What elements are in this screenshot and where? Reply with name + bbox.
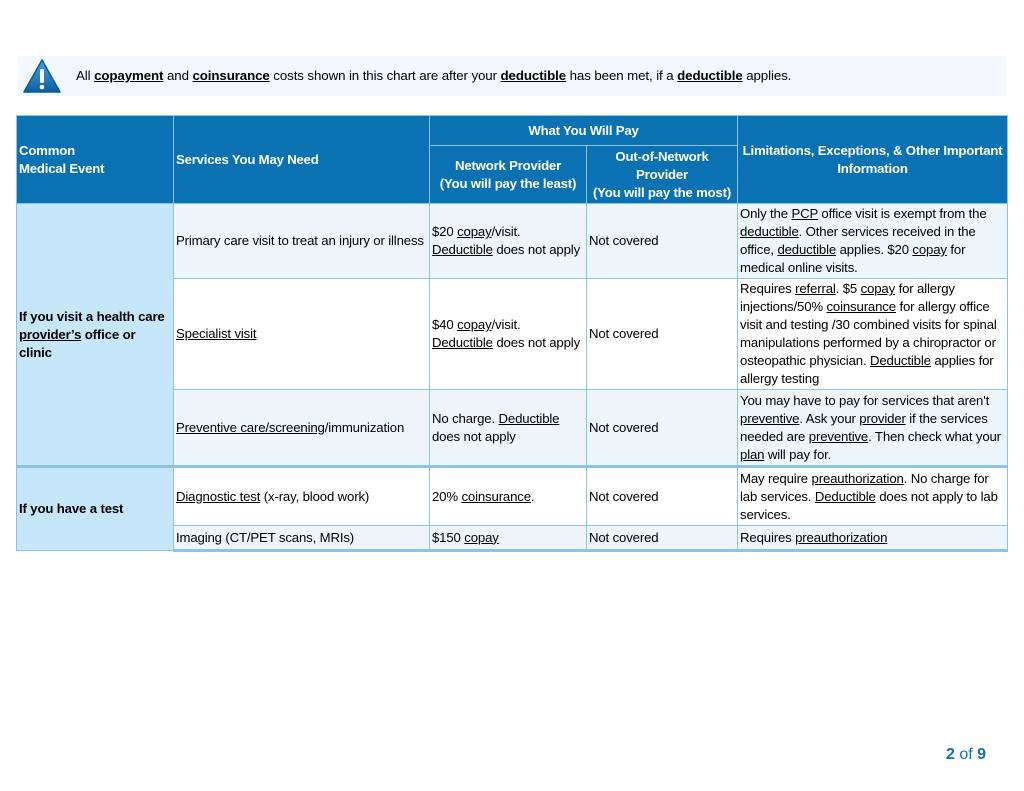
out-of-network-cost-cell: Not covered <box>587 279 738 390</box>
copay-link[interactable]: copay <box>457 224 492 239</box>
copay-link[interactable]: copay <box>860 281 896 296</box>
benefits-table <box>16 115 1008 552</box>
coinsurance-link[interactable]: coinsurance <box>192 68 270 83</box>
preventive-link[interactable]: preventive <box>808 428 869 444</box>
header-out-of-network-provider: Out-of-Network Provider (You will pay the most) <box>587 146 738 204</box>
header-what-you-will-pay: What You Will Pay <box>430 116 738 146</box>
deductible-link[interactable]: deductible <box>677 68 743 83</box>
referral-link[interactable]: referral <box>795 281 836 296</box>
preauthorization-link[interactable]: preauthorization <box>795 529 888 545</box>
deductible-link[interactable]: Deductible <box>432 335 493 350</box>
deductible-link[interactable]: deductible <box>777 242 837 257</box>
deductible-link[interactable]: Deductible <box>432 242 493 257</box>
network-cost-cell: $150 copay <box>430 526 587 551</box>
deductible-link[interactable]: Deductible <box>870 353 931 368</box>
plan-link[interactable]: plan <box>740 446 765 462</box>
service-cell: Preventive care/screening/immunization <box>174 390 430 467</box>
copay-link[interactable]: copay <box>464 529 499 545</box>
copay-link[interactable]: copay <box>457 317 492 332</box>
table-row <box>17 204 1008 279</box>
limitations-cell: You may have to pay for services that aren't preventive. Ask your provider if the services needed are preventive. Then check what your plan will pay for. <box>738 390 1008 467</box>
preventive-care-link[interactable]: Preventive care/screening <box>176 419 325 435</box>
event-have-a-test: If you have a test <box>17 467 174 551</box>
event-visit-provider: If you visit a health care provider’s office or clinic <box>17 204 174 467</box>
limitations-cell: Requires preauthorization <box>738 526 1008 551</box>
page-number: 2 of 9 <box>946 746 987 763</box>
copayment-link[interactable]: copayment <box>94 68 164 83</box>
out-of-network-cost-cell: Not covered <box>587 526 738 551</box>
header-network-provider: Network Provider (You will pay the least) <box>430 146 587 204</box>
limitations-cell: Only the PCP office visit is exempt from the deductible. Other services received in the office, deductible applies. $20 copay for medical online visits. <box>738 204 1008 279</box>
network-cost-cell: $40 copay/visit. Deductible does not apply <box>430 279 587 390</box>
specialist-visit-link[interactable]: Specialist visit <box>176 326 257 341</box>
limitations-cell: Requires referral. $5 copay for allergy injections/50% coinsurance for allergy office visit and testing /30 combined visits for spinal manipulations performed by a chiropractor or osteopathic physician. Deductible applies for allergy testing <box>738 279 1008 390</box>
network-cost-cell: $20 copay/visit. Deductible does not apply <box>430 204 587 279</box>
deductible-notice <box>18 56 1006 96</box>
deductible-link[interactable]: deductible <box>500 68 567 83</box>
out-of-network-cost-cell: Not covered <box>587 390 738 467</box>
coinsurance-link[interactable]: coinsurance <box>461 488 531 504</box>
header-common-medical-event: Common Medical Event <box>17 116 174 204</box>
preauthorization-link[interactable]: preauthorization <box>811 470 904 486</box>
diagnostic-test-link[interactable]: Diagnostic test <box>176 488 261 504</box>
network-cost-cell: No charge. Deductible does not apply <box>430 390 587 467</box>
warning-triangle-icon <box>22 58 62 94</box>
out-of-network-cost-cell: Not covered <box>587 467 738 526</box>
service-cell: Diagnostic test (x-ray, blood work) <box>174 467 430 526</box>
service-cell <box>174 279 430 390</box>
service-cell: Imaging (CT/PET scans, MRIs) <box>174 526 430 551</box>
deductible-link[interactable]: Deductible <box>814 488 876 504</box>
pcp-link[interactable]: PCP <box>791 206 818 221</box>
header-services: Services You May Need <box>174 116 430 204</box>
deductible-link[interactable]: Deductible <box>498 410 560 426</box>
deductible-link[interactable]: deductible <box>740 224 799 239</box>
header-limitations: Limitations, Exceptions, & Other Important Information <box>738 116 1008 204</box>
table-row <box>17 467 1008 526</box>
preventive-link[interactable]: preventive <box>740 410 800 426</box>
limitations-cell: May require preauthorization. No charge for lab services. Deductible does not apply to lab services. <box>738 467 1008 526</box>
provider-link[interactable]: provider <box>859 410 906 426</box>
provider-link[interactable]: provider’s <box>19 326 82 342</box>
coinsurance-link[interactable]: coinsurance <box>826 299 896 314</box>
network-cost-cell: 20% coinsurance. <box>430 467 587 526</box>
copay-link[interactable]: copay <box>912 242 947 257</box>
out-of-network-cost-cell: Not covered <box>587 204 738 279</box>
service-cell: Primary care visit to treat an injury or illness <box>174 204 430 279</box>
notice-text: All copayment and coinsurance costs shown in this chart are after your deductible has been met, if a deductible applies. <box>76 68 792 83</box>
